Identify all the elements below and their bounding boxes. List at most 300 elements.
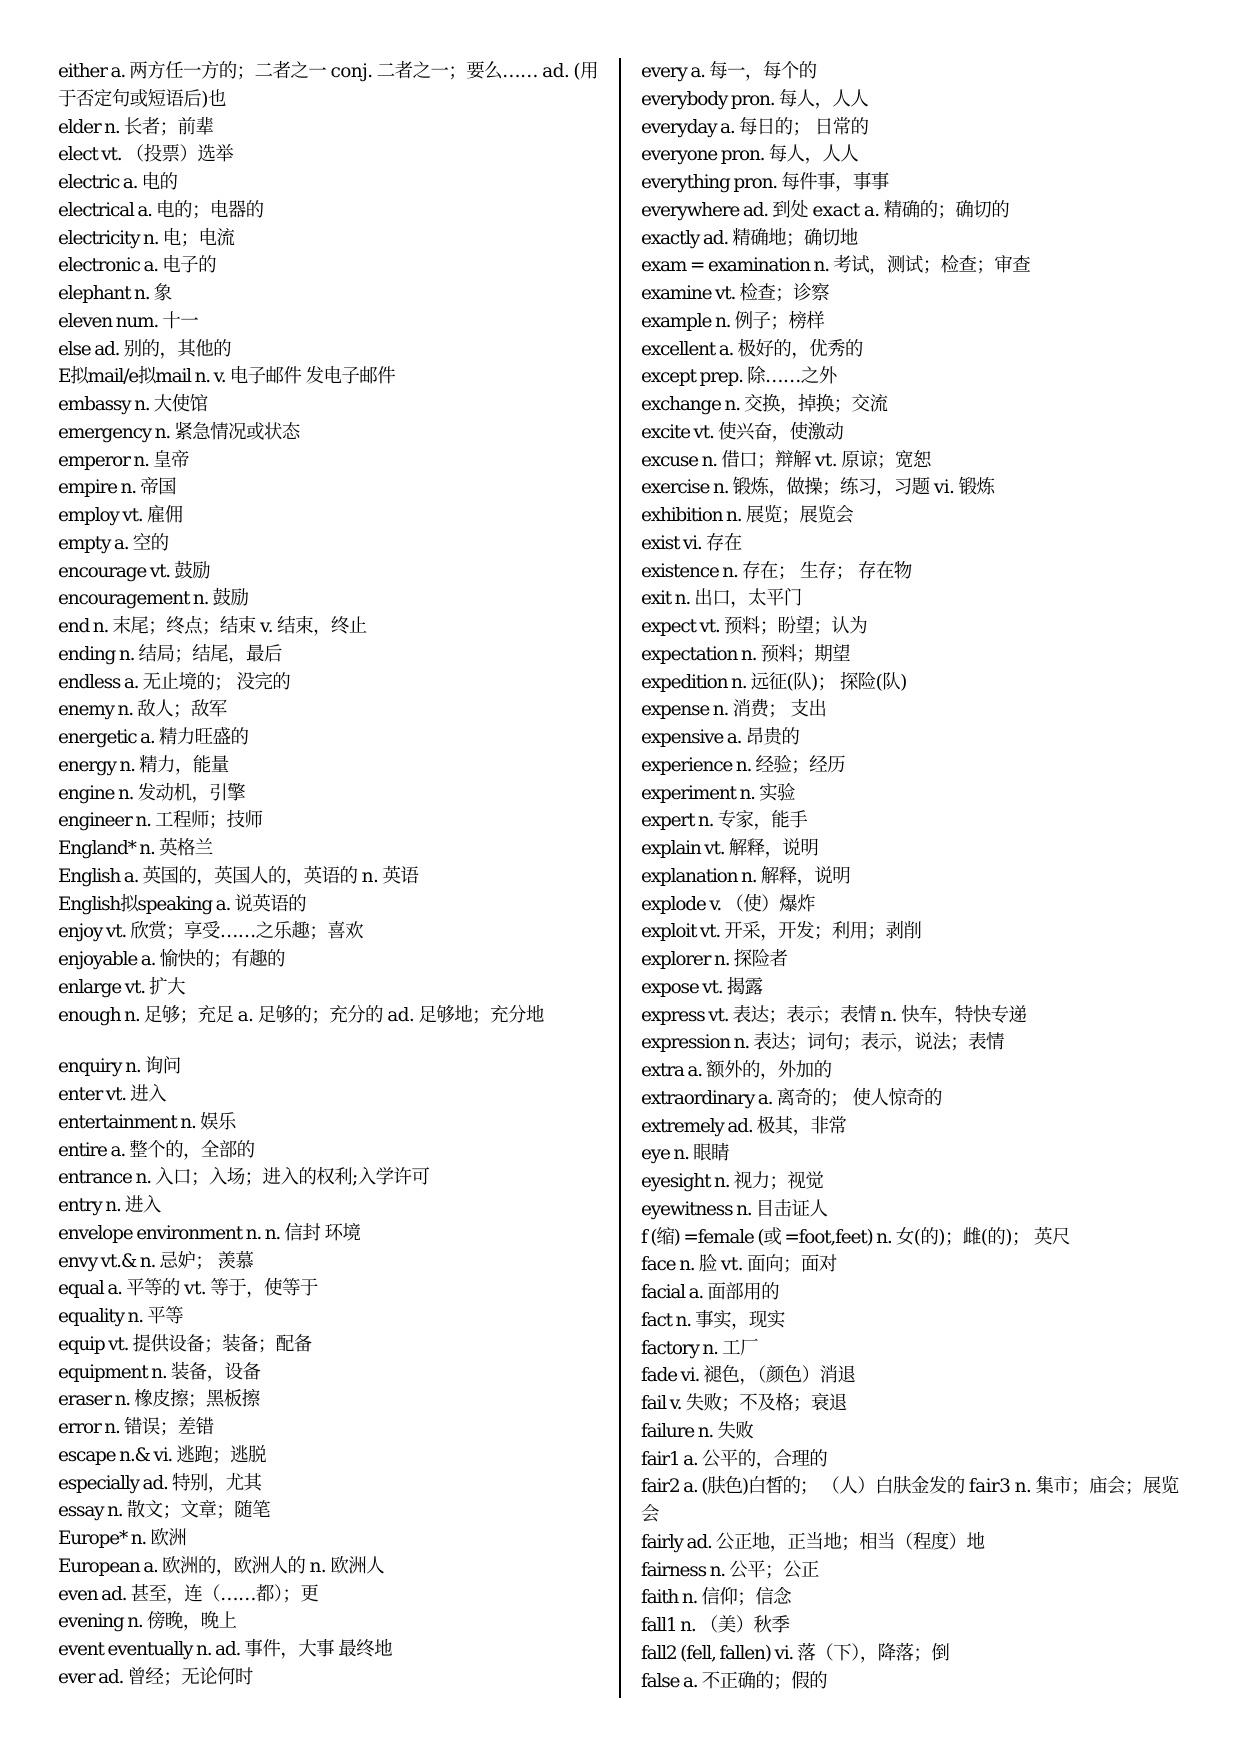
definition: 检查；诊察 [739,283,829,304]
dictionary-entry [58,1275,613,1303]
definition: 平等的 vt. 等于，使等于 [126,1278,318,1300]
headword: elephant n. [58,283,150,304]
definition: 每人，人人 [778,88,869,110]
dictionary-entry [641,585,1196,613]
headword: explode v. [641,893,722,915]
dictionary-entry [58,1608,613,1636]
dictionary-entry [641,835,1196,863]
definition: 英格兰 [158,838,213,859]
dictionary-entry [58,1331,613,1359]
definition: 精力旺盛的 [158,727,249,748]
definition: 鼓励 [174,560,211,582]
dictionary-entry [641,1418,1196,1446]
headword: event eventually n. ad. [58,1639,241,1660]
headword: every a. [641,61,705,82]
column-divider [619,58,621,1698]
definition: 错误；差错 [123,1417,214,1438]
headword: false a. [641,1670,698,1692]
headword: experiment n. [641,782,755,804]
definition: 公平；公正 [729,1559,819,1581]
dictionary-entry [641,1113,1196,1141]
dictionary-entry [641,1279,1196,1307]
dictionary-entry [58,447,613,475]
dictionary-entry [58,752,613,780]
definition: 例子；榜样 [734,310,825,332]
dictionary-entry [641,114,1196,142]
headword: fact n. [641,1309,691,1331]
headword: enemy n. [58,699,133,721]
headword: examine vt. [641,283,736,304]
definition: 长者；前辈 [123,116,214,138]
dictionary-entry [641,891,1196,919]
headword: facial a. [641,1282,704,1303]
dictionary-entry [58,891,613,919]
headword: electrical a. [58,199,152,221]
headword: explanation n. [641,865,757,887]
dictionary-entry [641,780,1196,808]
dictionary-entry [641,58,1196,86]
definition: 消费； 支出 [732,699,827,721]
headword: expression n. [641,1032,750,1054]
dictionary-entry [58,669,613,697]
dictionary-entry [58,724,613,752]
headword: everywhere ad. [641,199,768,221]
definition: 末尾；终点；结束 v. 结束，终止 [112,616,367,637]
headword: fairness n. [641,1559,725,1581]
dictionary-entry [641,197,1196,225]
headword: England* n. [58,838,155,859]
right-column [641,58,1196,1695]
dictionary-entry [641,863,1196,891]
headword: English a. [58,865,139,887]
headword: everybody pron. [641,88,775,110]
definition: 整个的，全部的 [129,1139,255,1161]
headword: explorer n. [641,949,730,970]
dictionary-entry [641,1085,1196,1113]
headword: faith n. [641,1587,698,1609]
dictionary-entry [58,252,613,280]
headword: fair1 a. [641,1448,698,1470]
dictionary-entry [641,1196,1196,1224]
headword: European a. [58,1555,158,1577]
dictionary-entry [641,391,1196,419]
headword: fall2 (fell, fallen) vi. [641,1642,794,1664]
definition: 开采，开发；利用；剥削 [724,921,922,943]
dictionary-entry [58,1386,613,1414]
headword: electronic a. [58,255,158,277]
headword: enquiry n. [58,1056,141,1078]
definition: 工程师；技师 [155,810,263,832]
dictionary-entry [641,724,1196,752]
definition: 鼓励 [212,588,249,610]
definition: （投票）选举 [125,144,234,166]
dictionary-entry [641,613,1196,641]
definition: 紧急情况或状态 [174,421,300,443]
definition: 远征(队)； 探险(队) [750,671,907,693]
headword: evening n. [58,1611,143,1633]
headword: emperor n. [58,449,149,471]
headword: enjoy vt. [58,921,127,943]
headword: embassy n. [58,394,150,415]
dictionary-entry [641,974,1196,1002]
dictionary-entry [641,1140,1196,1168]
dictionary-entry [641,946,1196,974]
definition: 揭露 [726,976,763,998]
headword: encourage vt. [58,560,170,582]
headword: expectation n. [641,643,757,665]
dictionary-entry [58,918,613,946]
dictionary-entry [58,58,613,114]
dictionary-entry [58,1137,613,1165]
definition: 失败 [717,1420,754,1442]
definition: 失败；不及格；衰退 [685,1393,847,1414]
dictionary-entry [641,308,1196,336]
definition: 展览；展览会 [745,505,854,526]
headword: explain vt. [641,838,725,859]
headword: enough n. [58,1004,140,1026]
headword: endless a. [58,671,139,693]
headword: exploit vt. [641,921,721,943]
definition: 每日的； 日常的 [738,116,869,138]
dictionary-entry [58,363,613,391]
headword: failure n. [641,1420,714,1442]
headword: employ vt. [58,505,143,526]
dictionary-entry [641,474,1196,502]
definition: （人）白肤金发的 fair3 n. 集市；庙会；展览会 [641,1476,1179,1525]
definition: 两方任一方的；二者之一 conj. 二者之一；要么…… ad. (用于否定句或短语后)也 [58,61,598,110]
dictionary-entry [641,1335,1196,1363]
definition: 说英语的 [234,893,307,915]
headword: encouragement n. [58,588,209,610]
dictionary-entry [58,863,613,891]
headword: enlarge vt. [58,976,145,998]
headword: E拟mail/e拟mail n. v. [58,366,226,388]
definition: 专家，能手 [717,810,808,832]
definition: 公平的，合理的 [701,1448,828,1470]
dictionary-entry [58,1553,613,1581]
headword: excuse n. [641,449,717,471]
headword: eraser n. [58,1389,130,1411]
definition: 褪色，（颜色）消退 [703,1365,856,1387]
dictionary-entry [58,225,613,253]
headword: escape n.& vi. [58,1444,173,1466]
dictionary-entry [58,974,613,1002]
definition: 视力；视觉 [733,1171,824,1192]
headword: even ad. [58,1583,127,1605]
headword: excite vt. [641,421,714,443]
headword: except prep. [641,366,743,388]
dictionary-entry [641,1362,1196,1390]
dictionary-entry [641,696,1196,724]
dictionary-entry [58,1442,613,1470]
headword: equipment n. [58,1361,167,1383]
dictionary-entry [641,1029,1196,1057]
definition: 信封 环境 [284,1222,361,1244]
headword: fair2 a. (肤色)白皙的； [641,1476,818,1498]
definition: 橡皮擦；黑板擦 [134,1389,260,1411]
definition: 每一，每个的 [709,61,817,82]
headword: empire n. [58,477,136,499]
headword: experience n. [641,754,752,776]
dictionary-entry [58,1220,613,1248]
definition: 扩大 [149,976,185,998]
headword: expect vt. [641,616,720,637]
definition: 平等 [147,1306,184,1327]
definition: 表达；表示；表情 n. 快车，特快专递 [732,1004,1027,1026]
definition: 雇佣 [146,505,183,526]
dictionary-entry [58,835,613,863]
headword: excellent a. [641,338,734,360]
definition: 事实，现实 [695,1309,785,1331]
definition: 装备，设备 [170,1361,261,1383]
dictionary-entry [58,1053,613,1081]
definition: 解释，说明 [760,865,851,887]
definition: 结局；结尾，最后 [138,643,282,665]
definition: 大使馆 [153,394,208,415]
definition: 入口；入场；进入的权利;入学许可 [155,1167,430,1189]
headword: envelope environment n. n. [58,1222,281,1244]
definition: 象 [153,283,172,304]
definition: 进入 [124,1195,161,1216]
headword: extraordinary a. [641,1087,773,1109]
dictionary-entry [641,1168,1196,1196]
definition: 忌妒； 羡慕 [159,1250,254,1272]
headword: enter vt. [58,1084,126,1105]
headword: fail v. [641,1393,682,1414]
dictionary-entry [641,1612,1196,1640]
definition: 到处 exact a. 精确的；确切的 [772,199,1010,221]
headword: exist vi. [641,532,702,554]
headword: equip vt. [58,1333,129,1355]
dictionary-entry [641,530,1196,558]
headword: entertainment n. [58,1111,196,1133]
dictionary-entry [58,585,613,613]
definition: 不正确的；假的 [701,1670,828,1692]
definition: 电子邮件 发电子邮件 [229,366,396,388]
dictionary-entry [58,1109,613,1137]
dictionary-entry [58,780,613,808]
dictionary-entry [641,918,1196,946]
definition: 锻炼，做操；练习，习题 vi. 锻炼 [732,477,995,499]
dictionary-entry [641,1584,1196,1612]
definition: 询问 [144,1056,181,1078]
definition: 每件事，事事 [781,172,889,193]
headword: electric a. [58,172,138,193]
dictionary-entry [58,530,613,558]
definition: 表达；词句；表示，说法；表情 [753,1032,1004,1054]
definition: 欧洲的，欧洲人的 n. 欧洲人 [162,1555,385,1577]
dictionary-entry [58,807,613,835]
headword: Europe* n. [58,1528,147,1549]
dictionary-entry [58,280,613,308]
headword: exam = examination n. [641,255,829,277]
headword: electricity n. [58,227,159,249]
headword: exercise n. [641,477,729,499]
dictionary-entry [58,169,613,197]
headword: English拟speaking a. [58,893,231,915]
dictionary-entry [641,1446,1196,1474]
headword: engineer n. [58,810,151,832]
dictionary-entry [641,1307,1196,1335]
dictionary-entry [641,86,1196,114]
headword: entrance n. [58,1167,151,1189]
definition: 电的 [141,172,178,193]
definition: 发动机，引擎 [137,782,246,804]
dictionary-entry [58,502,613,530]
headword: entire a. [58,1139,125,1161]
dictionary-entry [641,225,1196,253]
dictionary-entry [58,1636,613,1664]
definition: 极其，非常 [756,1115,847,1137]
definition: 特别，尤其 [171,1472,262,1494]
headword: eyewitness n. [641,1198,752,1220]
dictionary-entry [641,669,1196,697]
definition: 事件，大事 最终地 [244,1639,392,1660]
definition: 帝国 [140,477,177,499]
definition: 借口；辩解 vt. 原谅；宽恕 [721,449,931,471]
dictionary-entry [58,1359,613,1387]
definition: 经验；经历 [755,754,845,776]
dictionary-entry [58,336,613,364]
headword: error n. [58,1417,120,1438]
headword: emergency n. [58,421,171,443]
dictionary-entry [641,1057,1196,1085]
definition: 进入 [130,1084,167,1105]
definition: 无止境的； 没完的 [142,671,291,693]
definition: 落（下），降落；倒 [797,1642,950,1664]
headword: equality n. [58,1306,143,1327]
definition: 昂贵的 [745,727,800,748]
dictionary-entry [58,613,613,641]
definition: 出口，太平门 [694,588,802,610]
dictionary-entry [641,1251,1196,1279]
headword: fairly ad. [641,1531,712,1553]
headword: everyone pron. [641,144,765,166]
headword: extra a. [641,1060,702,1081]
dictionary-entry [58,1497,613,1525]
dictionary-entry [58,1414,613,1442]
headword: factory n. [641,1337,718,1359]
definition: 存在 [705,532,742,554]
definition: 面部用的 [707,1282,779,1303]
headword: exactly ad. [641,227,729,249]
definition: 英国的，英国人的，英语的 n. 英语 [142,865,419,887]
dictionary-entry [58,1002,613,1030]
headword: energetic a. [58,727,155,748]
headword: envy vt.& n. [58,1250,156,1272]
definition: 眼睛 [693,1143,729,1165]
dictionary-entry [641,447,1196,475]
definition: 探险者 [733,949,788,970]
dictionary-entry [641,558,1196,586]
dictionary-entry [641,1473,1196,1529]
headword: exit n. [641,588,691,610]
headword: empty a. [58,532,129,554]
definition: 皇帝 [153,449,189,471]
definition: 离奇的； 使人惊奇的 [776,1087,942,1109]
dictionary-entry [58,1525,613,1553]
dictionary-entry [58,474,613,502]
headword: either a. [58,61,125,82]
definition: 别的，其他的 [123,338,232,360]
definition: 考试，测试；检查；审查 [833,255,1031,277]
dictionary-entry [641,1002,1196,1030]
definition: 工厂 [722,1337,758,1359]
definition: 足够；充足 a. 足够的；充分的 ad. 足够地；充分地 [143,1004,544,1026]
headword: expensive a. [641,727,742,748]
headword: engine n. [58,782,134,804]
headword: especially ad. [58,1472,168,1494]
dictionary-entry [641,280,1196,308]
dictionary-entry [641,1224,1196,1252]
headword: equal a. [58,1278,122,1300]
dictionary-entry [58,1303,613,1331]
dictionary-entry [58,141,613,169]
dictionary-entry [58,391,613,419]
dictionary-entry [641,752,1196,780]
definition: 目击证人 [755,1198,828,1220]
definition: 交换，掉换；交流 [744,394,888,415]
definition: 精确地；确切地 [732,227,858,249]
definition: 脸 vt. 面向；面对 [698,1254,837,1276]
definition: 提供设备；装备；配备 [132,1333,312,1355]
definition: 欧洲 [150,1528,187,1549]
dictionary-entry [58,114,613,142]
headword: end n. [58,616,109,637]
dictionary-entry [58,641,613,669]
definition: 信仰；信念 [701,1587,792,1609]
definition: 使兴奋，使激动 [717,421,844,443]
definition: 甚至，连（……都）；更 [130,1583,319,1605]
headword: eleven num. [58,310,159,332]
dictionary-entry [58,197,613,225]
definition: 敌人；敌军 [137,699,227,721]
headword: exhibition n. [641,505,742,526]
headword: f (缩) =female (或 =foot,feet) n. [641,1226,892,1248]
definition: 娱乐 [199,1111,236,1133]
definition: 曾经；无论何时 [127,1666,253,1688]
headword: expense n. [641,699,729,721]
definition: 极好的，优秀的 [737,338,863,360]
dictionary-entry [641,502,1196,530]
definition: 公正地，正当地；相当（程度）地 [715,1531,985,1553]
headword: essay n. [58,1500,123,1522]
definition: 女(的)；雌(的)； 英尺 [895,1226,1070,1248]
dictionary-entry [58,1164,613,1192]
dictionary-entry [641,169,1196,197]
headword: eyesight n. [641,1171,730,1192]
definition: 逃跑；逃脱 [176,1444,266,1466]
left-column [58,58,613,1692]
dictionary-entry [641,1668,1196,1696]
dictionary-entry [58,1581,613,1609]
definition: 愉快的；有趣的 [159,949,285,970]
definition: 预料；盼望；认为 [723,616,868,637]
headword: ending n. [58,643,135,665]
definition: 十一 [162,310,199,332]
headword: face n. [641,1254,695,1276]
headword: enjoyable a. [58,949,156,970]
dictionary-entry [641,363,1196,391]
definition: 电的；电器的 [156,199,264,221]
headword: expose vt. [641,976,723,998]
headword: express vt. [641,1004,729,1026]
definition: 欣赏；享受……之乐趣；喜欢 [130,921,364,943]
dictionary-entry [58,1470,613,1498]
headword: extremely ad. [641,1115,753,1137]
definition: 预料；期望 [760,643,851,665]
definition: 除……之外 [747,366,837,388]
